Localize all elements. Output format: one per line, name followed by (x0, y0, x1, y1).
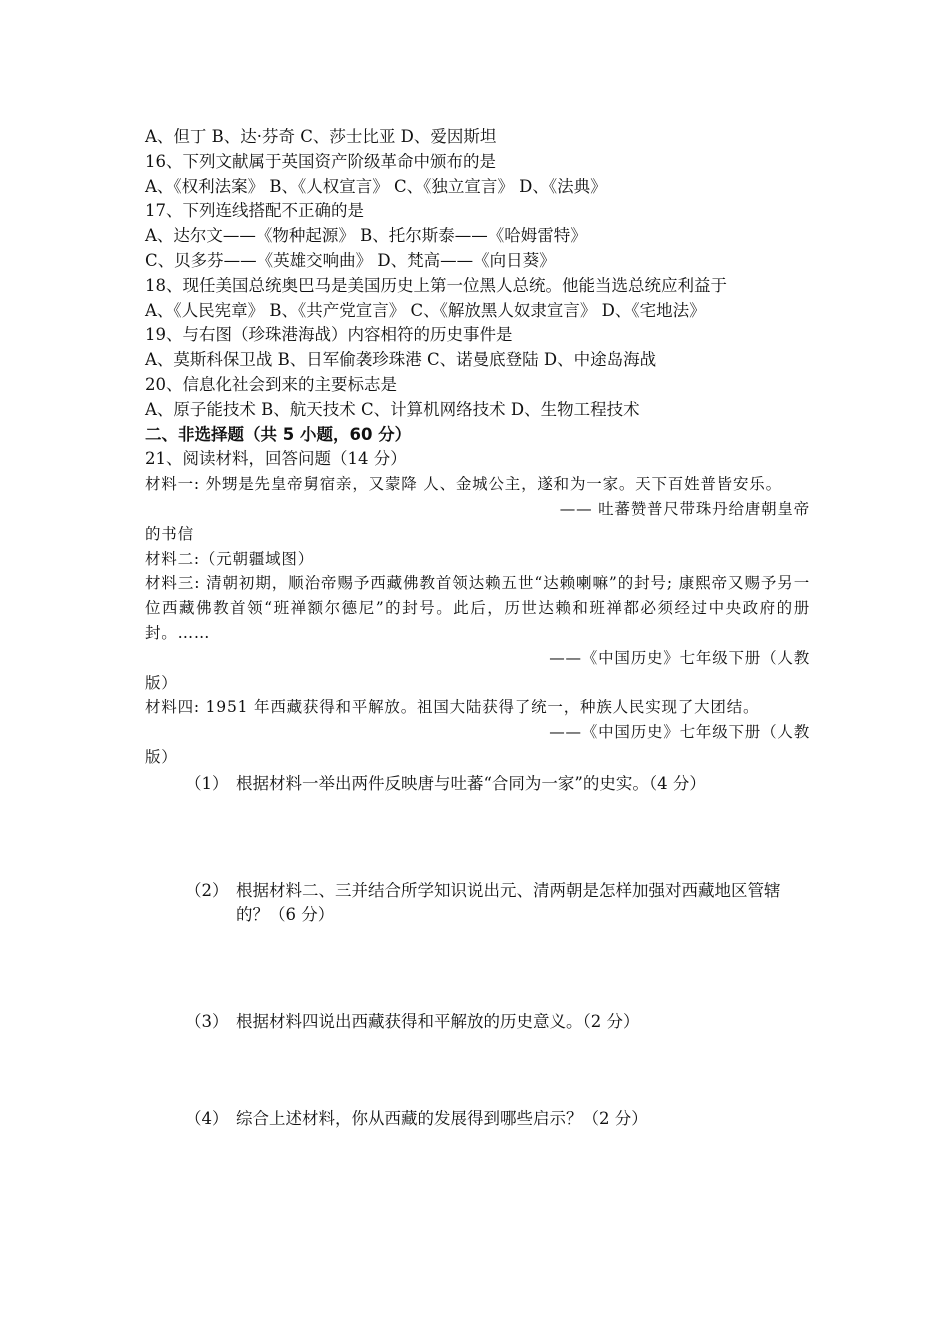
sub-question-text: 根据材料四说出西藏获得和平解放的历史意义。（2 分） (236, 1012, 640, 1032)
q15-options: A、但丁 B、达·芬奇 C、莎士比亚 D、爱因斯坦 (145, 127, 497, 146)
material-1-source-tail: 的书信 (145, 524, 194, 543)
sub-question-4 (145, 1107, 810, 1132)
answer-space[interactable] (145, 797, 810, 877)
material-3-source: ——《中国历史》七年级下册（人教 (549, 648, 810, 667)
sub-question-number: （3） (185, 1012, 229, 1032)
q21-stem: 21、阅读材料，回答问题（14 分） (145, 449, 407, 469)
q20-stem: 20、信息化社会到来的主要标志是 (145, 374, 397, 394)
answer-space[interactable] (145, 1035, 810, 1105)
q19-options: A、莫斯科保卫战 B、日军偷袭珍珠港 C、诺曼底登陆 D、中途岛海战 (145, 350, 657, 370)
sub-question-text: 综合上述材料，你从西藏的发展得到哪些启示？（2 分） (236, 1108, 648, 1128)
q18-options: A、《人民宪章》 B、《共产党宣言》 C、《解放黑人奴隶宣言》 D、《宅地法》 (145, 300, 706, 320)
exam-page (145, 125, 810, 1202)
material-1-source: —— 吐蕃赞普尺带珠丹给唐朝皇帝 (559, 499, 810, 518)
sub-question-number: （4） (185, 1108, 229, 1128)
q18-stem: 18、现任美国总统奥巴马是美国历史上第一位黑人总统。他能当选总统应利益于 (145, 275, 727, 295)
material-1: 材料一: 外甥是先皇帝舅宿亲，又蒙降 人、金城公主，遂和为一家。天下百姓普皆安乐。 (145, 475, 782, 494)
sub-question-number: （2） (185, 880, 229, 900)
material-3-source-tail: 版） (145, 673, 178, 692)
material-2: 材料二:（元朝疆域图） (145, 549, 315, 568)
q16-options: A、《权利法案》 B、《人权宣言》 C、《独立宣言》 D、《法典》 (145, 176, 607, 196)
q17-options-2: C、贝多芬——《英雄交响曲》 D、梵高——《向日葵》 (145, 250, 556, 270)
sub-question-3 (145, 1010, 810, 1035)
sub-question-text: 根据材料二、三并结合所学知识说出元、清两朝是怎样加强对西藏地区管辖的？（6 分） (236, 880, 781, 925)
q17-stem: 17、下列连线搭配不正确的是 (145, 201, 364, 221)
q16-stem: 16、下列文献属于英国资产阶级革命中颁布的是 (145, 151, 496, 171)
q17-options-1: A、达尔文——《物种起源》 B、托尔斯泰——《哈姆雷特》 (145, 226, 587, 246)
material-4-source-tail: 版） (145, 747, 178, 766)
material-3: 材料三: 清朝初期，顺治帝赐予西藏佛教首领达赖五世“达赖喇嘛”的封号; 康熙帝又赐予另一位西藏佛教首领“班禅额尔德尼”的封号。此后，历世达赖和班禅都必须经过中央政府的册封。…… (145, 574, 810, 642)
q20-options: A、原子能技术 B、航天技术 C、计算机网络技术 D、生物工程技术 (145, 399, 640, 419)
sub-question-1 (145, 772, 810, 797)
sub-question-text: 根据材料一举出两件反映唐与吐蕃“合同为一家”的史实。（4 分） (236, 773, 706, 793)
answer-space[interactable] (145, 1132, 810, 1202)
material-4-source: ——《中国历史》七年级下册（人教 (549, 723, 810, 742)
answer-space[interactable] (145, 928, 810, 1008)
material-4: 材料四: 1951 年西藏获得和平解放。祖国大陆获得了统一，种族人民实现了大团结。 (145, 698, 760, 717)
q19-stem: 19、与右图（珍珠港海战）内容相符的历史事件是 (145, 325, 513, 345)
sub-question-2 (145, 879, 810, 929)
sub-question-number: （1） (185, 773, 229, 793)
section-heading: 二、非选择题（共 5 小题，60 分） (145, 424, 412, 444)
